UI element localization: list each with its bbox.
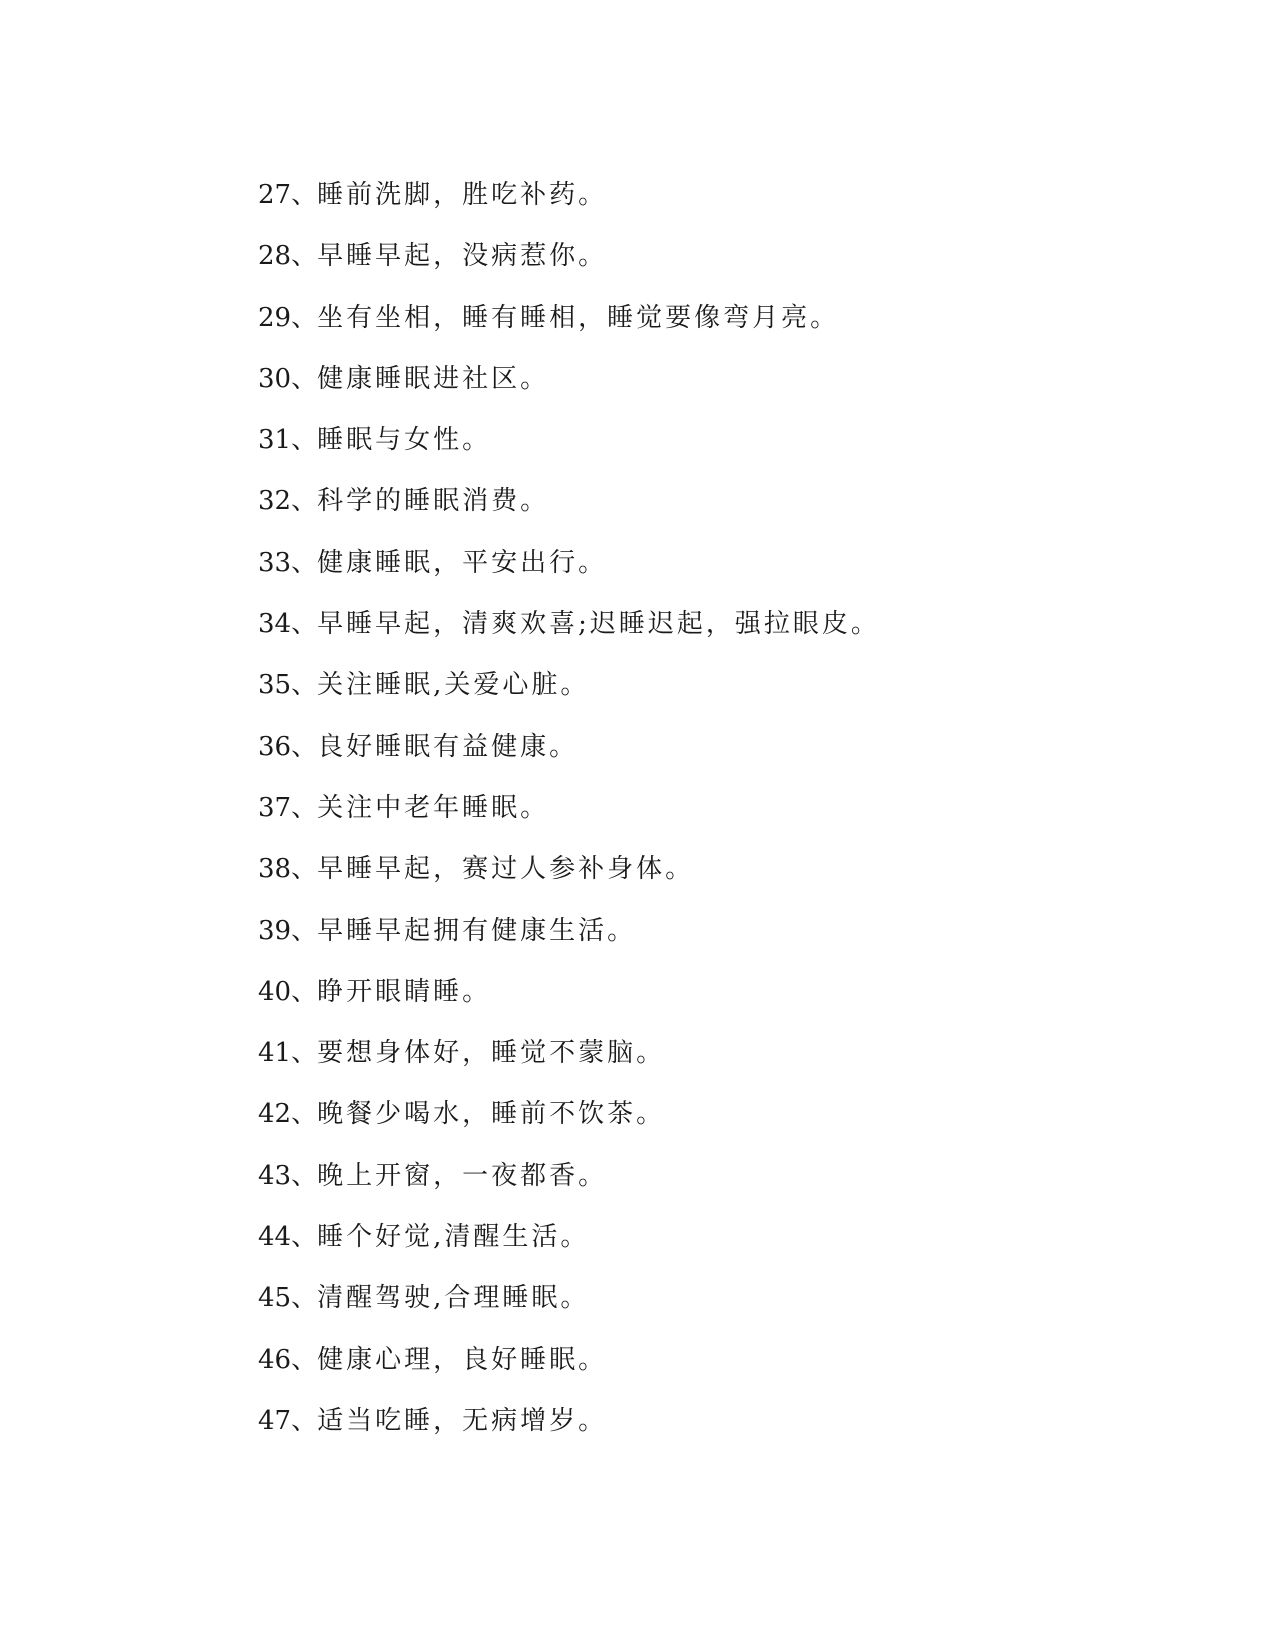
item-text: 睡前洗脚，胜吃补药。 xyxy=(317,180,608,210)
list-item xyxy=(258,165,880,226)
item-text: 早睡早起，赛过人参补身体。 xyxy=(317,854,695,885)
item-text: 坐有坐相，睡有睡相，睡觉要像弯月亮。 xyxy=(317,302,840,333)
list-item xyxy=(258,410,880,471)
item-number: 32、 xyxy=(258,486,318,517)
item-number: 36、 xyxy=(258,731,318,762)
item-text: 早睡早起，没病惹你。 xyxy=(317,241,608,272)
list-item xyxy=(258,594,880,655)
item-text: 早睡早起拥有健康生活。 xyxy=(317,915,637,946)
list-item xyxy=(258,655,880,716)
item-text: 睡个好觉,清醒生活。 xyxy=(317,1222,590,1253)
item-number: 40、 xyxy=(258,976,318,1007)
item-text: 晚上开窗，一夜都香。 xyxy=(317,1160,608,1191)
slogan-list xyxy=(258,165,880,1452)
item-text: 要想身体好，睡觉不蒙脑。 xyxy=(317,1038,666,1069)
list-item xyxy=(258,1023,880,1084)
item-text: 关注中老年睡眠。 xyxy=(317,792,550,823)
item-text: 良好睡眠有益健康。 xyxy=(317,731,579,762)
item-text: 科学的睡眠消费。 xyxy=(317,486,550,517)
list-item xyxy=(258,288,880,349)
item-text: 关注睡眠,关爱心脏。 xyxy=(317,670,590,701)
list-item xyxy=(258,1391,880,1452)
item-text: 适当吃睡，无病增岁。 xyxy=(317,1405,608,1436)
item-number: 41、 xyxy=(258,1038,318,1069)
item-text: 睁开眼睛睡。 xyxy=(317,976,492,1007)
list-item xyxy=(258,1084,880,1145)
list-item xyxy=(258,533,880,594)
list-item xyxy=(258,901,880,962)
item-text: 早睡早起，清爽欢喜;迟睡迟起，强拉眼皮。 xyxy=(317,609,880,640)
item-number: 35、 xyxy=(258,670,318,701)
item-number: 37、 xyxy=(258,792,318,823)
list-item xyxy=(258,1146,880,1207)
item-number: 38、 xyxy=(258,854,318,885)
item-text: 健康睡眠，平安出行。 xyxy=(317,547,608,578)
item-number: 47、 xyxy=(258,1405,318,1436)
item-text: 健康心理，良好睡眠。 xyxy=(317,1344,608,1375)
list-item xyxy=(258,717,880,778)
item-number: 30、 xyxy=(258,363,318,394)
item-number: 46、 xyxy=(258,1344,318,1375)
list-item xyxy=(258,778,880,839)
item-number: 29、 xyxy=(258,302,318,333)
item-number: 33、 xyxy=(258,547,318,578)
item-number: 34、 xyxy=(258,609,318,640)
item-number: 27、 xyxy=(258,180,318,210)
list-item xyxy=(258,226,880,287)
item-number: 28、 xyxy=(258,241,318,272)
item-text: 清醒驾驶,合理睡眠。 xyxy=(317,1283,590,1314)
item-number: 45、 xyxy=(258,1283,318,1314)
item-text: 睡眠与女性。 xyxy=(317,425,492,456)
item-number: 43、 xyxy=(258,1160,318,1191)
item-text: 晚餐少喝水，睡前不饮茶。 xyxy=(317,1099,666,1130)
item-text: 健康睡眠进社区。 xyxy=(317,363,550,394)
list-item xyxy=(258,1207,880,1268)
item-number: 39、 xyxy=(258,915,318,946)
item-number: 31、 xyxy=(258,425,318,456)
list-item xyxy=(258,1330,880,1391)
item-number: 44、 xyxy=(258,1222,318,1253)
list-item xyxy=(258,839,880,900)
list-item xyxy=(258,471,880,532)
item-number: 42、 xyxy=(258,1099,318,1130)
list-item xyxy=(258,962,880,1023)
list-item xyxy=(258,349,880,410)
list-item xyxy=(258,1268,880,1329)
